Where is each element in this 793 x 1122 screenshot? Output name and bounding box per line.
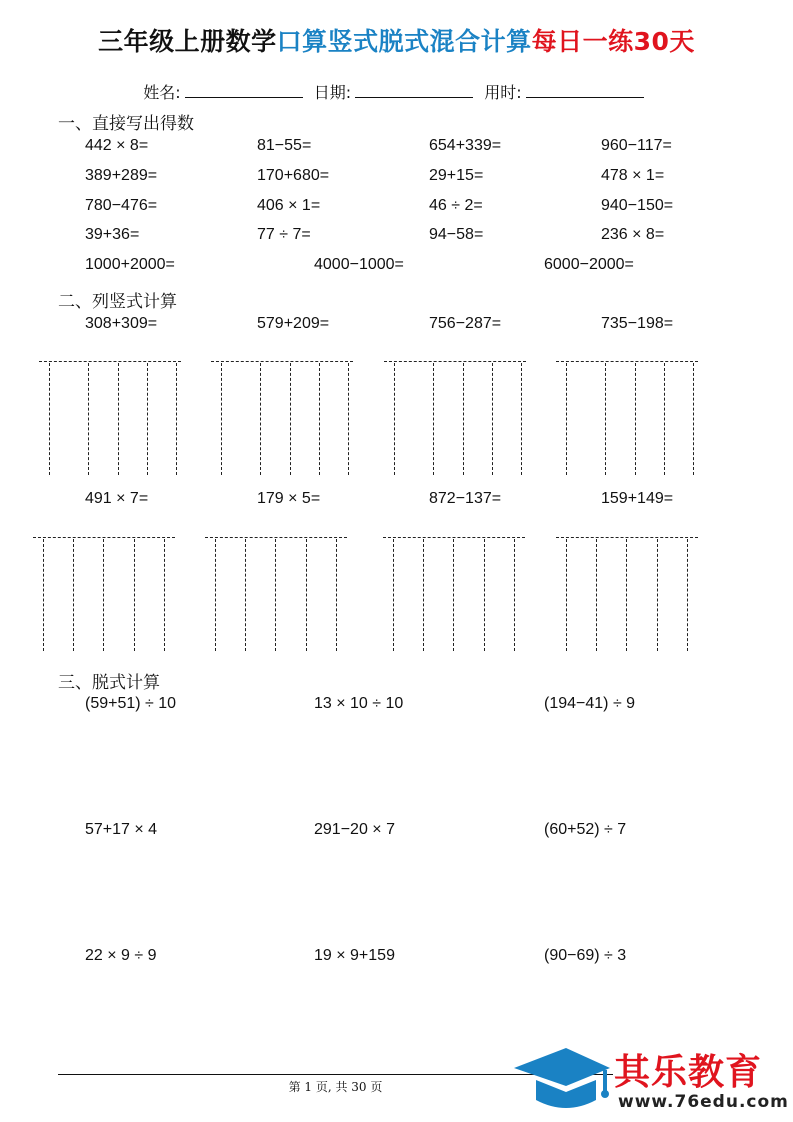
brand-name: 其乐教育 [614, 1052, 763, 1093]
s1-problem: 654+339= [429, 137, 502, 154]
title-part-1: 三年级上册数学 [98, 27, 277, 56]
page-title [0, 22, 793, 58]
date-label: 日期: [313, 83, 352, 102]
s1-problem: 442 × 8= [85, 137, 149, 154]
section-1-heading: 一、直接写出得数 [58, 114, 194, 134]
s3-problem: 13 × 10 ÷ 10 [314, 695, 404, 712]
graduation-cap-icon [510, 1042, 612, 1114]
s1-problem: 81−55= [257, 137, 312, 154]
s1-problem: 780−476= [85, 197, 158, 214]
time-label: 用时: [484, 83, 522, 102]
s2-problem: 735−198= [601, 315, 674, 332]
page-number: 第 1 页, 共 30 页 [288, 1080, 383, 1094]
s1-problem: 236 × 8= [601, 226, 665, 243]
s1-problem: 940−150= [601, 197, 674, 214]
s1-problem: 170+680= [257, 167, 330, 184]
s1-problem: 389+289= [85, 167, 158, 184]
s2-problem: 872−137= [429, 490, 502, 507]
s1-problem: 46 ÷ 2= [429, 197, 483, 214]
name-blank[interactable] [185, 83, 303, 98]
s3-problem: (194−41) ÷ 9 [544, 695, 636, 712]
s2-problem: 179 × 5= [257, 490, 321, 507]
s2-problem: 756−287= [429, 315, 502, 332]
brand-url[interactable]: www.76edu.com [618, 1092, 789, 1112]
title-part-3: 每日一练30天 [531, 27, 695, 56]
s3-problem: (60+52) ÷ 7 [544, 821, 627, 838]
s3-problem: (59+51) ÷ 10 [85, 695, 177, 712]
s2-problem: 308+309= [85, 315, 158, 332]
s1-problem: 478 × 1= [601, 167, 665, 184]
s1-problem: 1000+2000= [85, 256, 175, 273]
section-2-heading: 二、列竖式计算 [58, 292, 177, 312]
s1-problem: 39+36= [85, 226, 140, 243]
date-blank[interactable] [355, 83, 473, 98]
s3-problem: (90−69) ÷ 3 [544, 947, 627, 964]
s2-problem: 579+209= [257, 315, 330, 332]
name-label: 姓名: [143, 83, 181, 102]
s1-problem: 77 ÷ 7= [257, 226, 311, 243]
s1-problem: 29+15= [429, 167, 484, 184]
s1-problem: 406 × 1= [257, 197, 321, 214]
student-info-line [0, 80, 793, 103]
s3-problem: 291−20 × 7 [314, 821, 395, 838]
s1-problem: 4000−1000= [314, 256, 404, 273]
s1-problem: 960−117= [601, 137, 672, 154]
section-3-heading: 三、脱式计算 [58, 673, 160, 693]
title-part-2: 口算竖式脱式混合计算 [276, 27, 532, 56]
s1-problem: 6000−2000= [544, 256, 634, 273]
s3-problem: 57+17 × 4 [85, 821, 158, 838]
s2-problem: 159+149= [601, 490, 674, 507]
time-blank[interactable] [526, 83, 644, 98]
s3-problem: 22 × 9 ÷ 9 [85, 947, 157, 964]
s2-problem: 491 × 7= [85, 490, 149, 507]
s1-problem: 94−58= [429, 226, 484, 243]
s3-problem: 19 × 9+159 [314, 947, 395, 964]
